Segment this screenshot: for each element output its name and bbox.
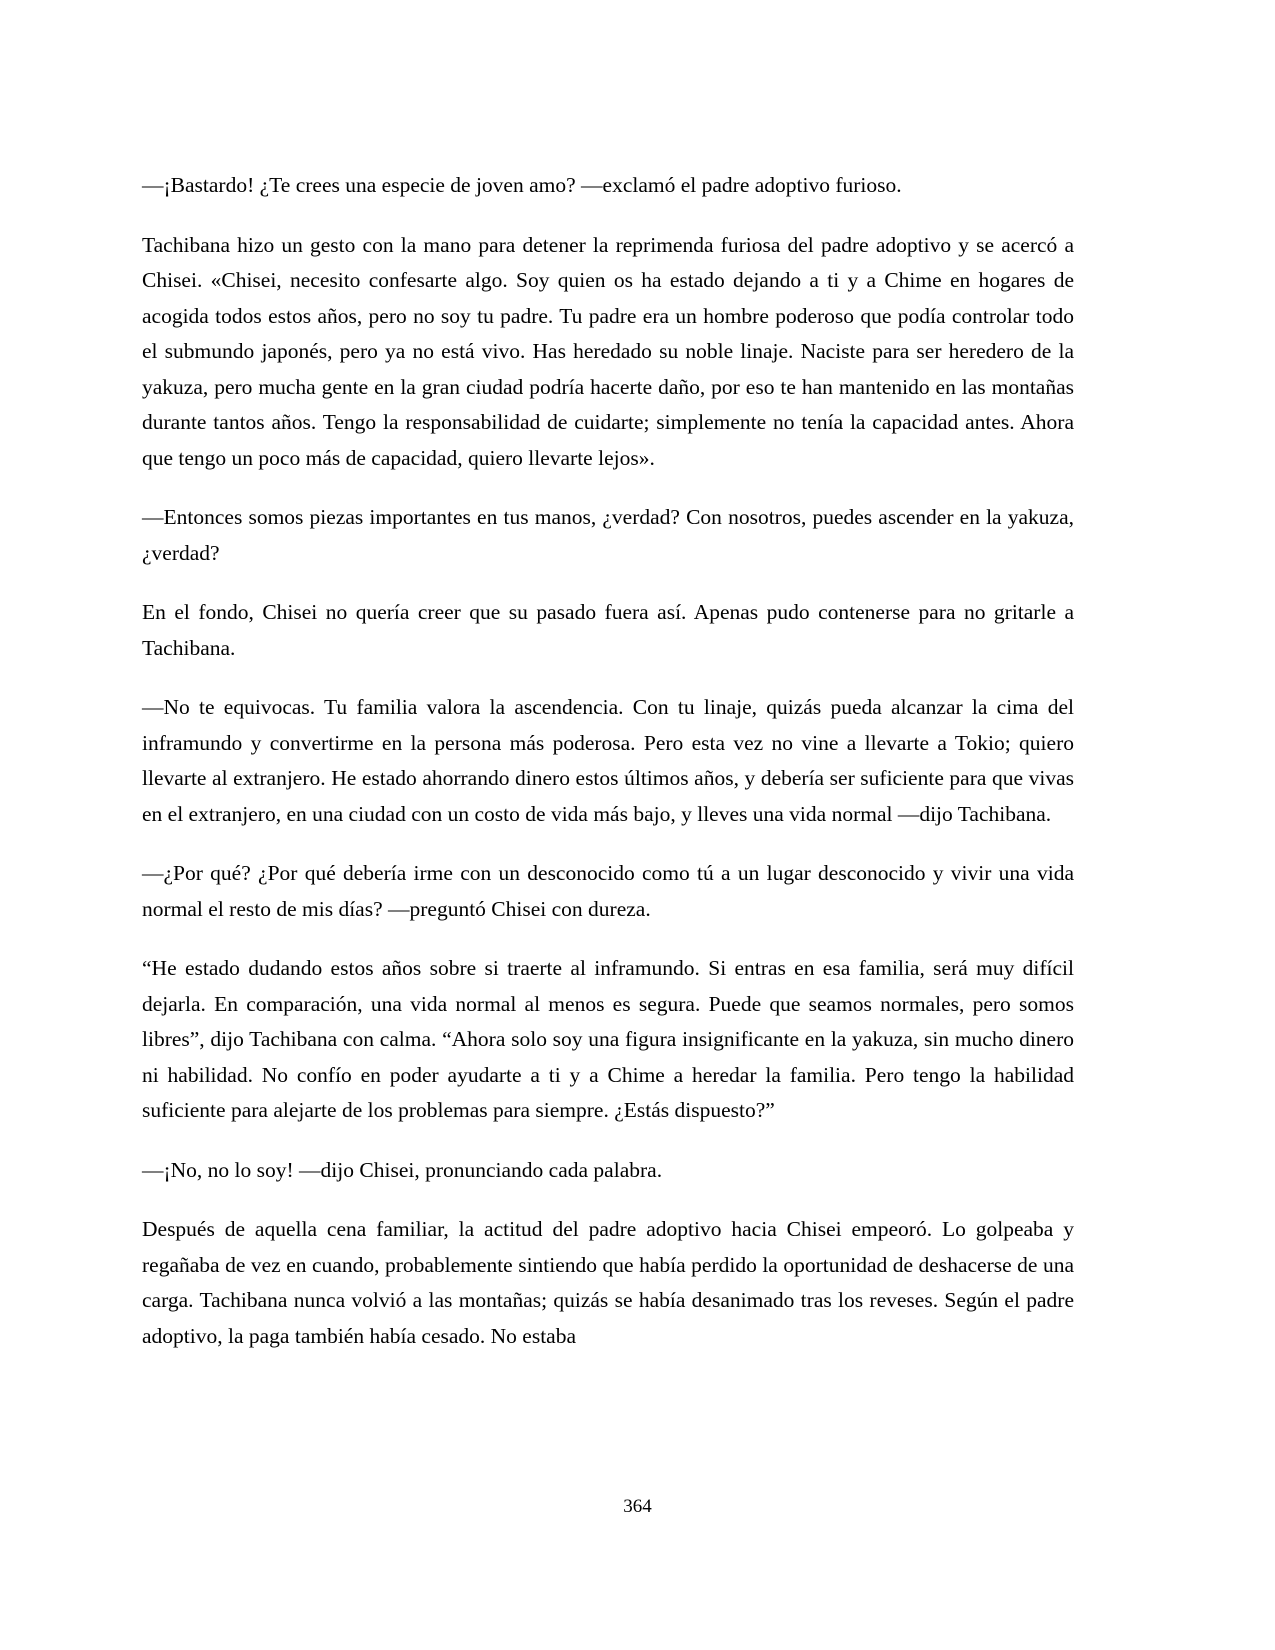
paragraph: “He estado dudando estos años sobre si traerte al inframundo. Si entras en esa familia, será muy difícil dejarla. En comparación, una vida normal al menos es segura. Puede que seamos normales, pero somos libres”, dijo Tachibana con calma. “Ahora solo soy una figura insignificante en la yakuza, sin mucho dinero ni habilidad. No confío en poder ayudarte a ti y a Chime a heredar la familia. Pero tengo la habilidad suficiente para alejarte de los problemas para siempre. ¿Estás dispuesto?”	[142, 956, 1074, 1122]
paragraph: —Entonces somos piezas importantes en tus manos, ¿verdad? Con nosotros, puedes ascender en la yakuza, ¿verdad?	[142, 505, 1074, 565]
paragraph: —¡Bastardo! ¿Te crees una especie de joven amo? —exclamó el padre adoptivo furioso.	[142, 173, 902, 197]
paragraph: En el fondo, Chisei no quería creer que su pasado fuera así. Apenas pudo contenerse para no gritarle a Tachibana.	[142, 600, 1074, 660]
paragraph: —¡No, no lo soy! —dijo Chisei, pronunciando cada palabra.	[142, 1157, 663, 1182]
page-body-text	[142, 168, 1074, 1354]
page-number: 364	[623, 1496, 652, 1517]
paragraph: Después de aquella cena familiar, la actitud del padre adoptivo hacia Chisei empeoró. Lo golpeaba y regañaba de vez en cuando, probablemente sintiendo que había perdido la oportunidad de deshacerse de una carga. Tachibana nunca volvió a las montañas; quizás se había desanimado tras los reveses. Según el padre adoptivo, la paga también había cesado. No estaba	[142, 1217, 1074, 1348]
paragraph: —¿Por qué? ¿Por qué debería irme con un desconocido como tú a un lugar desconocido y vivir una vida normal el resto de mis días? —preguntó Chisei con dureza.	[142, 861, 1074, 921]
paragraph: —No te equivocas. Tu familia valora la ascendencia. Con tu linaje, quizás pueda alcanzar la cima del inframundo y convertirme en la persona más poderosa. Pero esta vez no vine a llevarte a Tokio; quiero llevarte al extranjero. He estado ahorrando dinero estos últimos años, y debería ser suficiente para que vivas en el extranjero, en una ciudad con un costo de vida más bajo, y lleves una vida normal —dijo Tachibana.	[142, 695, 1074, 826]
paragraph: Tachibana hizo un gesto con la mano para detener la reprimenda furiosa del padre adoptivo y se acercó a Chisei. «Chisei, necesito confesarte algo. Soy quien os ha estado dejando a ti y a Chime en hogares de acogida todos estos años, pero no soy tu padre. Tu padre era un hombre poderoso que podía controlar todo el submundo japonés, pero ya no está vivo. Has heredado su noble linaje. Naciste para ser heredero de la yakuza, pero mucha gente en la gran ciudad podría hacerte daño, por eso te han mantenido en las montañas durante tantos años. Tengo la responsabilidad de cuidarte; simplemente no tenía la capacidad antes. Ahora que tengo un poco más de capacidad, quiero llevarte lejos».	[142, 232, 1074, 470]
